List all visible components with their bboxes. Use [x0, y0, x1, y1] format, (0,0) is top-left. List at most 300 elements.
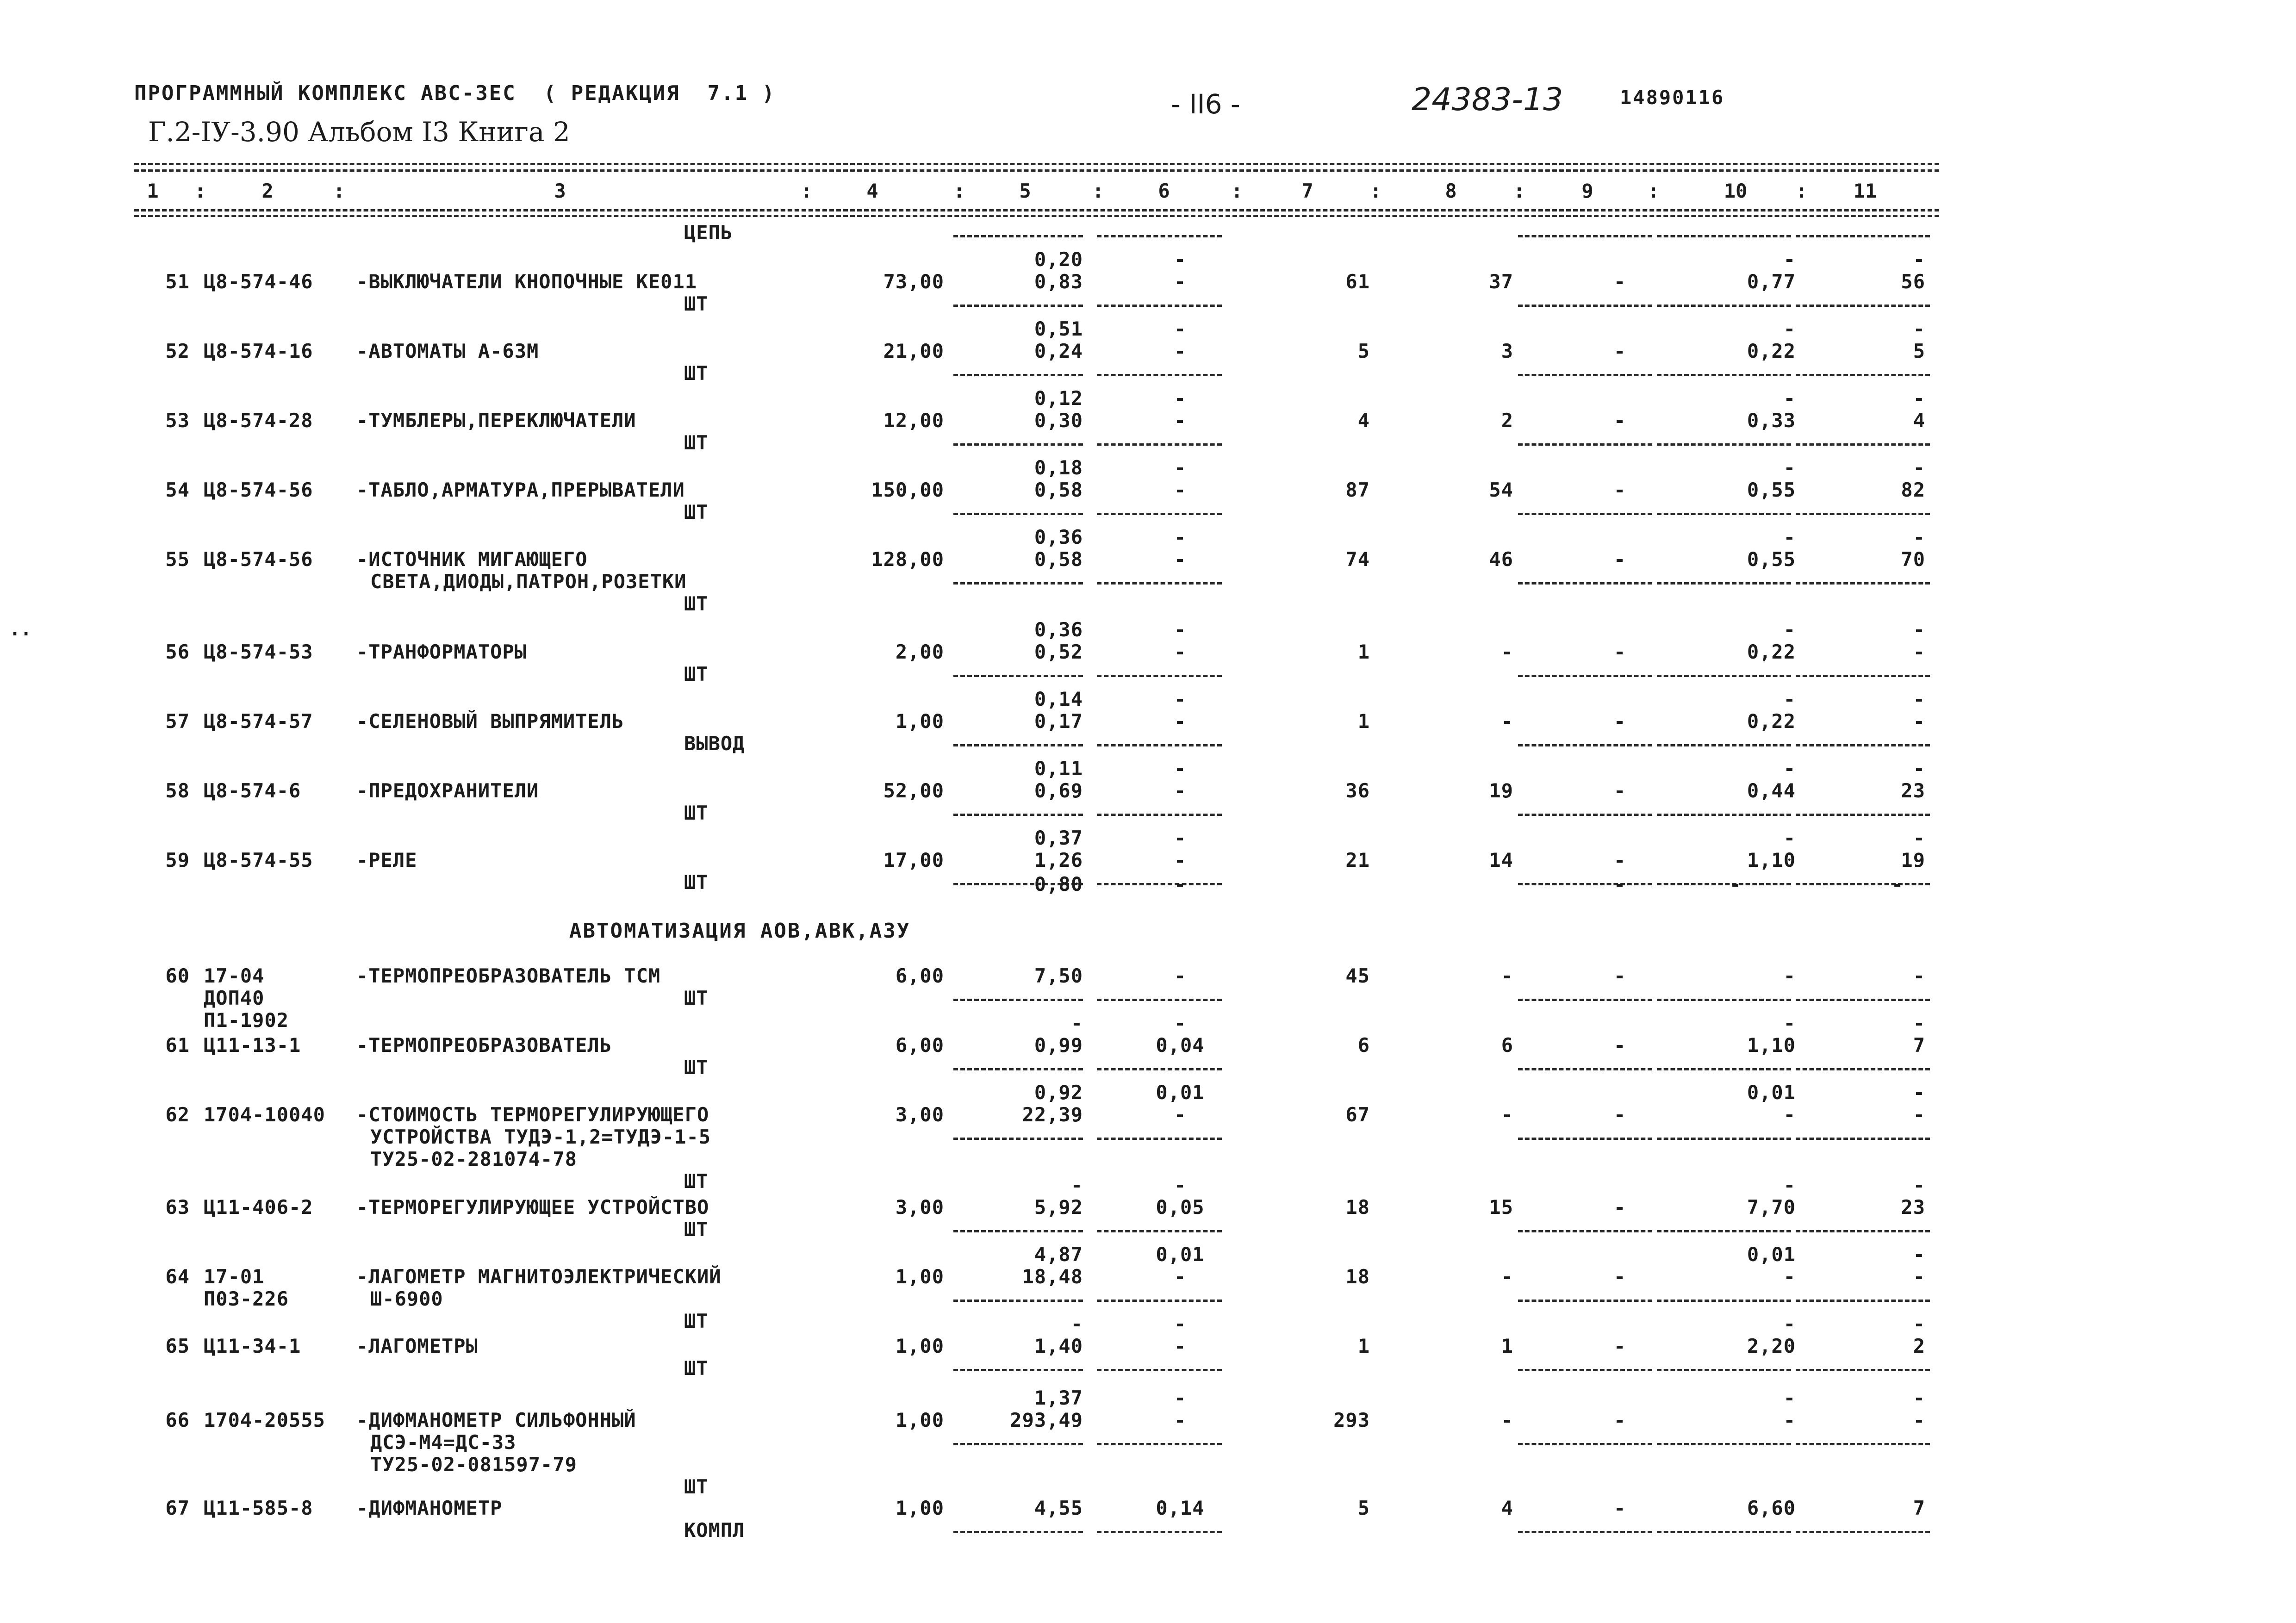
row-c11-upper: - [1913, 757, 1925, 780]
segment-rule [1097, 1068, 1222, 1070]
row-code: Ц8-574-56 [204, 548, 313, 571]
row-c5-upper: 4,87 [1034, 1243, 1083, 1266]
row-c11: 19 [1901, 849, 1925, 871]
row-c7: 36 [1345, 779, 1370, 802]
row-code: Ц8-574-46 [204, 270, 313, 293]
row-c8: 1 [1501, 1335, 1513, 1357]
row-c7: 6 [1357, 1034, 1370, 1057]
row-unit: ШТ [684, 1218, 709, 1241]
row-name: Ш-6900 [370, 1287, 443, 1310]
row-c8: - [1501, 1409, 1513, 1431]
segment-rule [1657, 513, 1791, 515]
segment-rule [1097, 1300, 1222, 1302]
row-c11-upper: - [1913, 526, 1925, 548]
row-name: -ТРАНФОРМАТОРЫ [356, 640, 527, 663]
row-c9: - [1613, 548, 1626, 571]
column-header-5: 5 [1019, 180, 1031, 202]
column-separator: : [1231, 180, 1243, 202]
row-c10-upper: - [1783, 757, 1796, 780]
row-code: Ц8-574-55 [204, 849, 313, 871]
column-separator: : [1370, 180, 1382, 202]
row-c10: 0,77 [1747, 270, 1796, 293]
row-number: 54 [165, 479, 190, 501]
row-c10: 6,60 [1747, 1497, 1796, 1519]
row-qty: 3,00 [895, 1103, 944, 1126]
row-c11: - [1913, 964, 1925, 987]
segment-rule [1657, 582, 1791, 585]
doc-code: 14890116 [1620, 86, 1725, 109]
row-c10-upper: - [1783, 1312, 1796, 1335]
segment-rule [1518, 305, 1652, 307]
row-c11: 7 [1913, 1034, 1925, 1057]
row-c9: - [1613, 479, 1626, 501]
row-unit: ШТ [684, 1475, 709, 1498]
row-c5-upper: 0,11 [1034, 757, 1083, 780]
extra-c6: - [1174, 873, 1187, 895]
row-c10-upper: - [1783, 618, 1796, 641]
row-c9: - [1613, 1196, 1626, 1219]
row-qty: 1,00 [895, 1265, 944, 1288]
segment-rule [953, 305, 1083, 307]
row-c5: 5,92 [1034, 1196, 1083, 1219]
row-c8: - [1501, 1265, 1513, 1288]
header-bottom-rule [134, 209, 1939, 211]
row-c7: 1 [1357, 710, 1370, 733]
program-line: ПРОГРАММНЫЙ КОМПЛЕКС АВС-3ЕС ( РЕДАКЦИЯ 7.1 ) [134, 81, 776, 105]
row-name: -ТАБЛО,АРМАТУРА,ПРЕРЫВАТЕЛИ [356, 479, 685, 501]
row-c10: 0,55 [1747, 479, 1796, 501]
segment-rule [953, 374, 1083, 376]
segment-rule [1657, 1531, 1791, 1533]
row-c11: 70 [1901, 548, 1925, 571]
row-c11-upper: - [1913, 317, 1925, 340]
row-c6: - [1174, 1335, 1187, 1357]
row-unit: ШТ [684, 362, 709, 385]
segment-rule [1796, 1230, 1930, 1232]
row-code: П03-226 [204, 1287, 289, 1310]
row-c8: 19 [1489, 779, 1513, 802]
row-name: -АВТОМАТЫ А-63М [356, 340, 539, 362]
row-c10-upper: - [1783, 248, 1796, 271]
segment-rule [953, 1369, 1083, 1371]
row-code: 17-04 [204, 964, 265, 987]
row-c11: - [1913, 1265, 1925, 1288]
row-code: Ц11-13-1 [204, 1034, 301, 1057]
row-c6-upper: - [1174, 688, 1187, 710]
row-c11: - [1913, 1409, 1925, 1431]
row-c5: 4,55 [1034, 1497, 1083, 1519]
column-header-7: 7 [1301, 180, 1313, 202]
extra-c9: - [1613, 873, 1626, 895]
row-c8: 46 [1489, 548, 1513, 571]
row-c5-upper: 0,36 [1034, 618, 1083, 641]
row-c5: 0,52 [1034, 640, 1083, 663]
row-unit: ШТ [684, 987, 709, 1009]
row-name: -ТЕРМОПРЕОБРАЗОВАТЕЛЬ ТСМ [356, 964, 661, 987]
segment-rule [953, 513, 1083, 515]
row-c5: 7,50 [1034, 964, 1083, 987]
row-c10-upper: 0,01 [1747, 1081, 1796, 1104]
row-number: 52 [165, 340, 190, 362]
row-unit: ШТ [684, 1056, 709, 1079]
row-c6: - [1174, 849, 1187, 871]
extra-c5: 0,80 [1034, 873, 1083, 895]
segment-rule [1796, 814, 1930, 816]
segment-rule [1796, 999, 1930, 1001]
row-c8: 4 [1501, 1497, 1513, 1519]
row-c10-upper: - [1783, 387, 1796, 410]
row-name: -СТОИМОСТЬ ТЕРМОРЕГУЛИРУЮЩЕГО [356, 1103, 709, 1126]
segment-rule [1518, 1531, 1652, 1533]
segment-rule [1518, 235, 1652, 237]
row-code: Ц8-574-28 [204, 409, 313, 432]
row-code: П1-1902 [204, 1009, 289, 1032]
row-c10-upper: - [1783, 526, 1796, 548]
segment-rule [1796, 235, 1930, 237]
row-c10: - [1783, 964, 1796, 987]
row-c11: - [1913, 640, 1925, 663]
row-c10: 0,33 [1747, 409, 1796, 432]
extra-c10: - [1729, 873, 1742, 895]
segment-rule [1657, 1443, 1791, 1445]
segment-rule [953, 1068, 1083, 1070]
row-code: Ц8-574-57 [204, 710, 313, 733]
segment-rule [1657, 1068, 1791, 1070]
row-c8: - [1501, 964, 1513, 987]
row-c10-upper: 0,01 [1747, 1243, 1796, 1266]
row-qty: 2,00 [895, 640, 944, 663]
row-name: -ТЕРМОПРЕОБРАЗОВАТЕЛЬ [356, 1034, 612, 1057]
segment-rule [1518, 374, 1652, 376]
row-c11-upper: - [1913, 456, 1925, 479]
row-c9: - [1613, 964, 1626, 987]
row-code: Ц8-574-53 [204, 640, 313, 663]
column-separator: : [1092, 180, 1104, 202]
segment-rule [1518, 1068, 1652, 1070]
row-c11: 56 [1901, 270, 1925, 293]
row-c10: 0,55 [1747, 548, 1796, 571]
row-name: -ЛАГОМЕТРЫ [356, 1335, 478, 1357]
column-separator: : [1796, 180, 1808, 202]
row-qty: 6,00 [895, 1034, 944, 1057]
segment-rule [953, 1300, 1083, 1302]
segment-rule [953, 582, 1083, 585]
row-c6: - [1174, 479, 1187, 501]
row-c8: 6 [1501, 1034, 1513, 1057]
row-c5: 0,69 [1034, 779, 1083, 802]
row-c9: - [1613, 1265, 1626, 1288]
row-c5-upper: 0,51 [1034, 317, 1083, 340]
segment-rule [1518, 582, 1652, 585]
segment-rule [1518, 513, 1652, 515]
segment-rule [1097, 443, 1222, 446]
row-name: ТУ25-02-081597-79 [370, 1453, 577, 1476]
row-c11: 2 [1913, 1335, 1925, 1357]
row-number: 63 [165, 1196, 190, 1219]
segment-rule [1657, 1138, 1791, 1140]
row-c8: - [1501, 640, 1513, 663]
segment-rule [1097, 1138, 1222, 1140]
segment-rule [1796, 443, 1930, 446]
row-c6-upper: - [1174, 827, 1187, 849]
row-unit: ШТ [684, 1170, 709, 1193]
row-c6: - [1174, 270, 1187, 293]
row-c5: 18,48 [1022, 1265, 1083, 1288]
row-name: ТУ25-02-281074-78 [370, 1148, 577, 1170]
row-number: 51 [165, 270, 190, 293]
row-number: 55 [165, 548, 190, 571]
row-c9: - [1613, 270, 1626, 293]
section-title: АВТОМАТИЗАЦИЯ АОВ,АВК,АЗУ [569, 919, 911, 943]
segment-rule [1796, 1531, 1930, 1533]
row-c6: - [1174, 1103, 1187, 1126]
row-code: 1704-10040 [204, 1103, 325, 1126]
row-c5: 0,24 [1034, 340, 1083, 362]
row-number: 62 [165, 1103, 190, 1126]
row-unit: ШТ [684, 501, 709, 523]
segment-rule [1657, 1230, 1791, 1232]
row-unit: ШТ [684, 663, 709, 685]
row-c7: 21 [1345, 849, 1370, 871]
row-c11: 23 [1901, 779, 1925, 802]
row-unit: КОМПЛ [684, 1519, 745, 1542]
row-c7: 45 [1345, 964, 1370, 987]
segment-rule [953, 1443, 1083, 1445]
row-c5-upper: 0,36 [1034, 526, 1083, 548]
row-c6-upper: - [1174, 456, 1187, 479]
row-number: 59 [165, 849, 190, 871]
segment-rule [1518, 1300, 1652, 1302]
row-c11: 82 [1901, 479, 1925, 501]
row-c5: 1,40 [1034, 1335, 1083, 1357]
row-name: УСТРОЙСТВА ТУДЭ-1,2=ТУДЭ-1-5 [370, 1126, 711, 1148]
row-c6: - [1174, 340, 1187, 362]
row-c11-upper: - [1913, 1174, 1925, 1196]
row-c5-upper: 1,37 [1034, 1387, 1083, 1409]
row-number: 60 [165, 964, 190, 987]
row-c6: - [1174, 779, 1187, 802]
segment-rule [1518, 814, 1652, 816]
row-c6: 0,14 [1156, 1497, 1205, 1519]
row-number: 57 [165, 710, 190, 733]
row-c9: - [1613, 779, 1626, 802]
row-c10: 1,10 [1747, 849, 1796, 871]
row-c11: - [1913, 1103, 1925, 1126]
column-separator: : [333, 180, 345, 202]
row-number: 66 [165, 1409, 190, 1431]
segment-rule [1518, 999, 1652, 1001]
row-c7: 74 [1345, 548, 1370, 571]
row-c7: 18 [1345, 1265, 1370, 1288]
row-c7: 5 [1357, 1497, 1370, 1519]
column-separator: : [953, 180, 965, 202]
row-c6-upper: - [1174, 618, 1187, 641]
row-c10: 0,22 [1747, 340, 1796, 362]
row-c11-upper: - [1913, 387, 1925, 410]
row-code: Ц8-574-16 [204, 340, 313, 362]
row-c6-upper: - [1174, 1312, 1187, 1335]
album-line: Г.2-IУ-3.90 Альбом I3 Книга 2 [148, 116, 570, 148]
segment-rule [1518, 443, 1652, 446]
row-c5: 0,30 [1034, 409, 1083, 432]
row-c11-upper: - [1913, 1387, 1925, 1409]
column-header-6: 6 [1158, 180, 1170, 202]
column-header-11: 11 [1853, 180, 1877, 202]
row-c7: 5 [1357, 340, 1370, 362]
row-c9: - [1613, 1335, 1626, 1357]
row-c9: - [1613, 1497, 1626, 1519]
row-c10-upper: - [1783, 1174, 1796, 1196]
row-c11-upper: - [1913, 1081, 1925, 1104]
row-qty: 3,00 [895, 1196, 944, 1219]
handwritten-number: 24383-13 [1412, 81, 1563, 118]
segment-rule [953, 1531, 1083, 1533]
segment-rule [1518, 1138, 1652, 1140]
segment-rule [1657, 1369, 1791, 1371]
row-c5: 0,58 [1034, 548, 1083, 571]
row-c6: 0,05 [1156, 1196, 1205, 1219]
row-name: ДСЭ-М4=ДС-33 [370, 1431, 516, 1454]
row-name: -ЛАГОМЕТР МАГНИТОЭЛЕКТРИЧЕСКИЙ [356, 1265, 722, 1288]
column-separator: : [1513, 180, 1525, 202]
segment-rule [1097, 744, 1222, 746]
column-header-3: 3 [554, 180, 566, 202]
row-c7: 61 [1345, 270, 1370, 293]
row-c11-upper: - [1913, 618, 1925, 641]
segment-rule [1657, 814, 1791, 816]
row-c8: 37 [1489, 270, 1513, 293]
row-c7: 1 [1357, 1335, 1370, 1357]
column-separator: : [1648, 180, 1660, 202]
row-c8: - [1501, 710, 1513, 733]
segment-rule [1518, 1369, 1652, 1371]
row-c10: - [1783, 1265, 1796, 1288]
row-c10: 7,70 [1747, 1196, 1796, 1219]
row-c11-upper: - [1913, 688, 1925, 710]
segment-rule [1518, 675, 1652, 677]
row-c10: 0,44 [1747, 779, 1796, 802]
segment-rule [953, 744, 1083, 746]
row-c6: - [1174, 409, 1187, 432]
row-name: -СЕЛЕНОВЫЙ ВЫПРЯМИТЕЛЬ [356, 710, 624, 733]
margin-mark: .. [9, 619, 32, 640]
row-c7: 87 [1345, 479, 1370, 501]
row-c9: - [1613, 1103, 1626, 1126]
row-c7: 4 [1357, 409, 1370, 432]
segment-rule [1796, 675, 1930, 677]
row-unit: ШТ [684, 292, 709, 315]
row-c6-upper: - [1174, 1387, 1187, 1409]
row-qty: 73,00 [883, 270, 944, 293]
segment-rule [953, 675, 1083, 677]
segment-rule [1796, 1300, 1930, 1302]
row-c7: 1 [1357, 640, 1370, 663]
extra-c11: - [1891, 873, 1904, 895]
column-separator: : [801, 180, 813, 202]
row-c5-upper: 0,14 [1034, 688, 1083, 710]
segment-rule [1796, 513, 1930, 515]
row-number: 53 [165, 409, 190, 432]
row-c6-upper: - [1174, 317, 1187, 340]
row-code: Ц8-574-56 [204, 479, 313, 501]
row-c6-upper: - [1174, 1174, 1187, 1196]
segment-rule [1657, 675, 1791, 677]
row-c6-upper: - [1174, 387, 1187, 410]
row-unit: ШТ [684, 1357, 709, 1380]
row-unit: ШТ [684, 431, 709, 454]
row-unit: ШТ [684, 592, 709, 615]
row-c11: 7 [1913, 1497, 1925, 1519]
row-number: 58 [165, 779, 190, 802]
row-c9: - [1613, 710, 1626, 733]
row-c10: - [1783, 1103, 1796, 1126]
segment-rule [1097, 235, 1222, 237]
segment-rule [1097, 1531, 1222, 1533]
row-c5-upper: 0,20 [1034, 248, 1083, 271]
row-c6: - [1174, 548, 1187, 571]
row-c11-upper: - [1913, 827, 1925, 849]
row-c5-upper: - [1070, 1312, 1083, 1335]
row-c9: - [1613, 340, 1626, 362]
row-c10-upper: - [1783, 688, 1796, 710]
row-name: -ДИФМАНОМЕТР СИЛЬФОННЫЙ [356, 1409, 636, 1431]
row-c11-upper: - [1913, 1312, 1925, 1335]
segment-rule [1796, 582, 1930, 585]
row-c5: 293,49 [1010, 1409, 1083, 1431]
row-c5: 0,17 [1034, 710, 1083, 733]
row-c6: - [1174, 640, 1187, 663]
row-name: -ТЕРМОРЕГУЛИРУЮЩЕЕ УСТРОЙСТВО [356, 1196, 709, 1219]
row-number: 56 [165, 640, 190, 663]
segment-rule [1657, 305, 1791, 307]
row-c7: 67 [1345, 1103, 1370, 1126]
segment-rule [1097, 582, 1222, 585]
row-qty: 128,00 [871, 548, 944, 571]
header-bottom-rule-2 [134, 215, 1939, 217]
column-header-8: 8 [1445, 180, 1457, 202]
row-c11: 5 [1913, 340, 1925, 362]
row-c6-upper: 0,01 [1156, 1081, 1205, 1104]
row-c10: - [1783, 1409, 1796, 1431]
row-c8: 3 [1501, 340, 1513, 362]
row-c5: 22,39 [1022, 1103, 1083, 1126]
row-c6-upper: - [1174, 757, 1187, 780]
row-c7: 18 [1345, 1196, 1370, 1219]
row-code: ДОП40 [204, 987, 265, 1009]
row-unit: ШТ [684, 1310, 709, 1332]
row-qty: 1,00 [895, 1335, 944, 1357]
segment-rule [953, 999, 1083, 1001]
row-unit: ШТ [684, 802, 709, 824]
row-name: -ДИФМАНОМЕТР [356, 1497, 503, 1519]
row-c8: 15 [1489, 1196, 1513, 1219]
row-c6: - [1174, 1409, 1187, 1431]
segment-rule [1097, 513, 1222, 515]
page-number: - II6 - [1171, 88, 1240, 120]
row-c8: 14 [1489, 849, 1513, 871]
row-c9: - [1613, 1409, 1626, 1431]
row-c11-upper: - [1913, 1243, 1925, 1266]
row-c9: - [1613, 640, 1626, 663]
row-code: Ц8-574-6 [204, 779, 301, 802]
segment-rule [1796, 1443, 1930, 1445]
row-c10-upper: - [1783, 317, 1796, 340]
row-c6: - [1174, 964, 1187, 987]
row-number: 67 [165, 1497, 190, 1519]
row-code: 17-01 [204, 1265, 265, 1288]
row-name: СВЕТА,ДИОДЫ,ПАТРОН,РОЗЕТКИ [370, 570, 687, 593]
row-qty: 150,00 [871, 479, 944, 501]
